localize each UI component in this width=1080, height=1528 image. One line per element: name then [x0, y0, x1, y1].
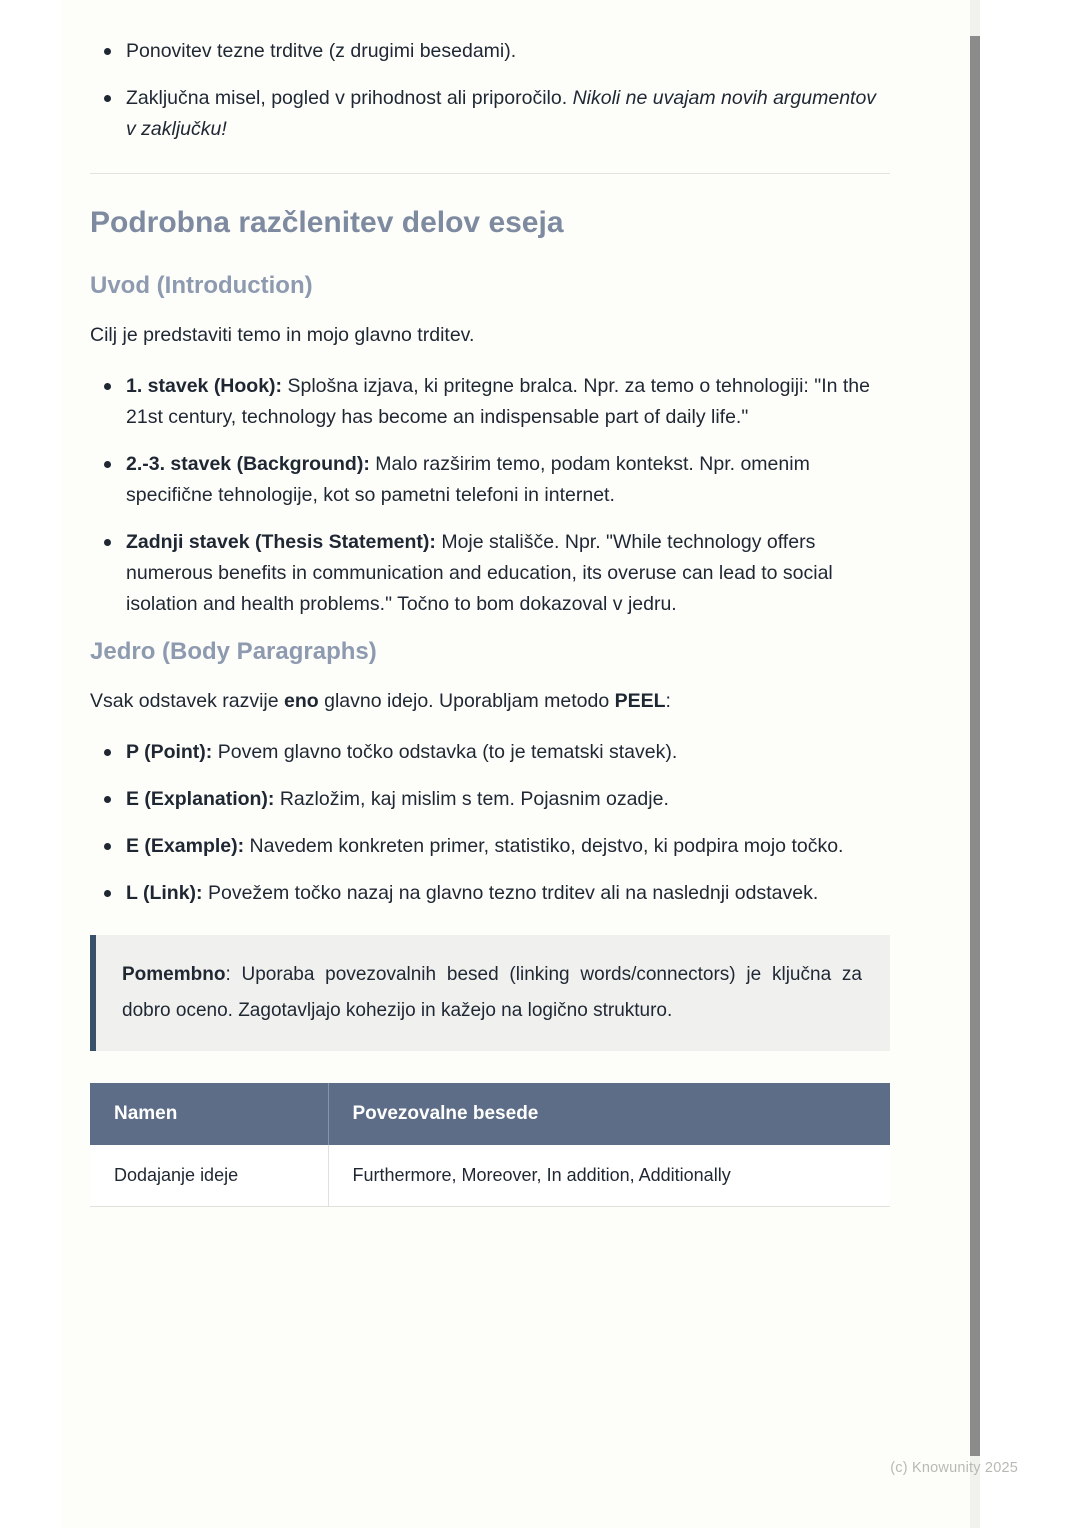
table-header-cell: Namen — [90, 1083, 328, 1145]
list-item-text: Malo razširim temo, podam kontekst. Npr. omenim specifične tehnologije, kot so pametni telefoni in internet. — [126, 453, 810, 506]
body-lead-bold1: eno — [284, 690, 319, 712]
list-item-text: Moje stališče. Npr. "While technology offers numerous benefits in communication and education, its overuse can lead to social isolation and health problems." Točno to bom dokazoval v jedru. — [126, 531, 833, 615]
callout-important — [90, 935, 890, 1051]
bullet-text-italic: Nikoli ne uvajam novih argumentov v zaključku! — [126, 87, 877, 140]
body-lead-part2: glavno idejo. Uporabljam metodo — [318, 690, 615, 712]
table-row — [90, 1145, 890, 1207]
list-item-label: E (Explanation): — [126, 788, 275, 810]
section-divider — [90, 173, 890, 174]
intro-lead-text: Cilj je predstaviti temo in mojo glavno trditev. — [90, 324, 475, 346]
list-item — [90, 878, 890, 909]
callout-text — [122, 957, 862, 1029]
body-lead-text — [90, 686, 890, 717]
list-item — [90, 737, 890, 768]
scrollbar-thumb[interactable] — [970, 36, 980, 1456]
list-item — [90, 36, 890, 67]
list-item — [90, 784, 890, 815]
list-item-label: 1. stavek (Hook): — [126, 375, 283, 397]
list-item-label: P (Point): — [126, 741, 213, 763]
list-item — [90, 371, 890, 433]
body-lead-bold2: PEEL — [614, 690, 666, 712]
list-item-label: E (Example): — [126, 835, 245, 857]
list-item — [90, 527, 890, 620]
peel-bullet-list — [90, 737, 890, 909]
list-item — [90, 83, 890, 145]
table-cell-besede: Furthermore, Moreover, In addition, Additionally — [328, 1145, 890, 1207]
list-item-text: Splošna izjava, ki pritegne bralca. Npr. za temo o tehnologiji: "In the 21st century, technology has become an indispensable part of daily life." — [126, 375, 870, 428]
list-item-text: Razložim, kaj mislim s tem. Pojasnim ozadje. — [274, 788, 669, 810]
callout-label: Pomembno — [122, 964, 226, 985]
document-content — [62, 0, 970, 1528]
page-title: Podrobna razčlenitev delov eseja — [90, 206, 564, 239]
table-header-row — [90, 1083, 890, 1145]
bullet-text: Zaključna misel, pogled v prihodnost ali priporočilo. — [126, 87, 573, 109]
list-item-text: Povem glavno točko odstavka (to je tematski stavek). — [212, 741, 678, 763]
bullet-text: Ponovitev tezne trditve (z drugimi besedami). — [126, 40, 517, 62]
list-item-label: 2.-3. stavek (Background): — [126, 453, 370, 475]
callout-body: : Uporaba povezovalnih besed (linking words/connectors) je ključna za dobro oceno. Zagotavljajo kohezijo in kažejo na logično strukturo. — [122, 964, 862, 1021]
heading-uvod: Uvod (Introduction) — [90, 272, 313, 299]
list-item — [90, 449, 890, 511]
right-gutter — [970, 0, 1080, 1528]
heading-jedro: Jedro (Body Paragraphs) — [90, 638, 377, 665]
list-item-text: Povežem točko nazaj na glavno tezno trditev ali na naslednji odstavek. — [202, 882, 819, 904]
watermark: (c) Knowunity 2025 — [890, 1460, 1018, 1476]
left-margin — [0, 0, 62, 1528]
top-bullet-list — [90, 36, 890, 145]
intro-bullet-list — [90, 371, 890, 620]
table-header-cell: Povezovalne besede — [328, 1083, 890, 1145]
connectors-table — [90, 1083, 890, 1207]
list-item-label: Zadnji stavek (Thesis Statement): — [126, 531, 436, 553]
list-item — [90, 831, 890, 862]
table-cell-namen: Dodajanje ideje — [90, 1145, 328, 1207]
list-item-text: Navedem konkreten primer, statistiko, dejstvo, ki podpira mojo točko. — [244, 835, 844, 857]
body-lead-part3: : — [665, 690, 671, 712]
body-lead-part1: Vsak odstavek razvije — [90, 690, 285, 712]
list-item-label: L (Link): — [126, 882, 203, 904]
